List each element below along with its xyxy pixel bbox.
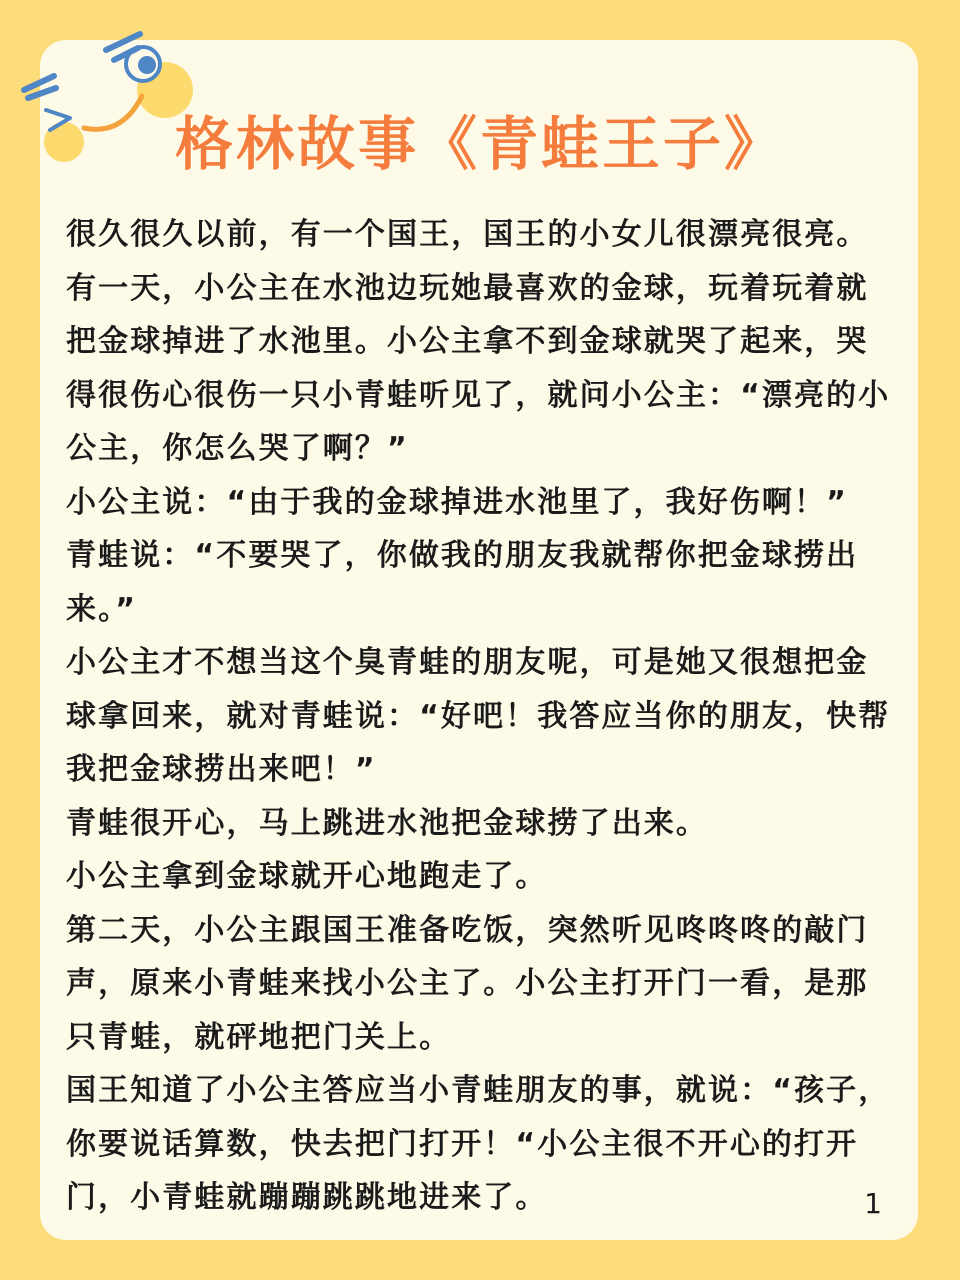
story-paragraph: 青蛙说：“不要哭了，你做我的朋友我就帮你把金球捞出来。” (66, 538, 859, 627)
story-paragraph: 第二天，小公主跟国王准备吃饭，突然听见咚咚咚的敲门声，原来小青蛙来找小公主了。小公主打开门一看，是那只青蛙，就砰地把门关上。 (66, 912, 869, 1055)
page-number: 1 (864, 1187, 882, 1220)
story-paragraph: 小公主拿到金球就开心地跑走了。 (66, 859, 548, 894)
story-paragraph: 小公主说：“由于我的金球掉进水池里了，我好伤啊！” (66, 484, 848, 520)
story-paragraph: 很久很久以前，有一个国王，国王的小女儿很漂亮很亮。有一天，小公主在水池边玩她最喜欢的金球，玩着玩着就把金球掉进了水池里。小公主拿不到金球就哭了起来，哭得很伤心很伤一只小青蛙听见了，就问小公主：“漂亮的小公主，你怎么哭了啊？” (66, 217, 891, 466)
page-title: 格林故事《青蛙王子》 (174, 110, 785, 178)
deco-eye-pupil (138, 56, 156, 74)
story-paragraph: 青蛙很开心，马上跳进水池把金球捞了出来。 (66, 805, 708, 841)
story-body (66, 208, 892, 1225)
story-paragraph: 小公主才不想当这个臭青蛙的朋友呢，可是她又很想把金球拿回来，就对青蛙说：“好吧！我答应当你的朋友，快帮我把金球捞出来吧！” (66, 645, 891, 787)
deco-left-strokes (24, 76, 56, 98)
story-paragraph: 国王知道了小公主答应当小青蛙朋友的事，就说：“孩子，你要说话算数，快去把门打开！“小公主很不开心的打开门，小青蛙就蹦蹦跳跳地进来了。 (66, 1073, 891, 1215)
